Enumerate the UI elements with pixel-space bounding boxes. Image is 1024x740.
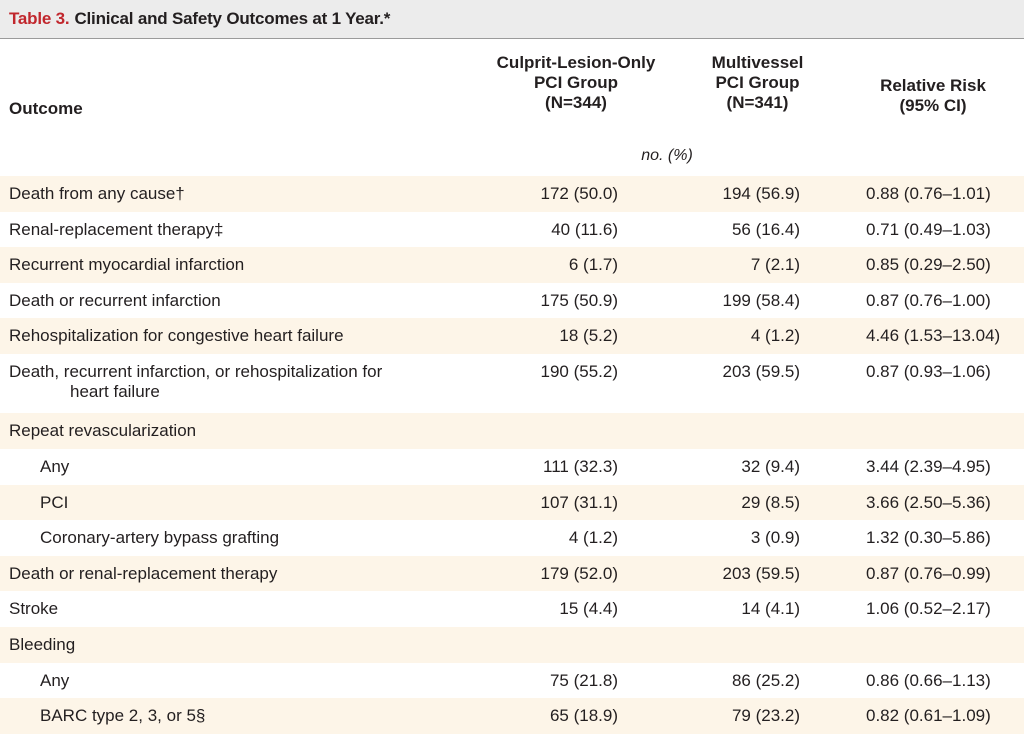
- table-row: [0, 663, 1024, 699]
- multivessel-value: 32 (9.4): [741, 457, 800, 477]
- table-title-bar: [0, 0, 1024, 39]
- header-outcome: Outcome: [9, 99, 83, 118]
- table-title: Clinical and Safety Outcomes at 1 Year.*: [74, 9, 391, 28]
- multivessel-value: 4 (1.2): [750, 326, 800, 346]
- multivessel-value: 86 (25.2): [731, 670, 800, 690]
- multivessel-value: 199 (58.4): [722, 290, 800, 310]
- row-label: Coronary-artery bypass grafting: [40, 528, 280, 548]
- row-label: Any: [40, 670, 70, 690]
- row-label: Death or renal-replacement therapy: [9, 563, 278, 583]
- relative-risk-value: 0.87 (0.76–0.99): [866, 563, 991, 583]
- row-label: Rehospitalization for congestive heart failure: [9, 326, 344, 346]
- culprit-value: 15 (4.4): [559, 599, 618, 619]
- row-label: Death or recurrent infarction: [9, 290, 221, 310]
- multivessel-value: 203 (59.5): [722, 563, 800, 583]
- header-multivessel: Multivessel PCI Group (N=341): [711, 53, 804, 112]
- culprit-value: 190 (55.2): [540, 361, 618, 381]
- row-label: [9, 362, 459, 402]
- multivessel-value: 56 (16.4): [731, 219, 800, 239]
- culprit-value: 4 (1.2): [568, 528, 618, 548]
- relative-risk-value: 1.32 (0.30–5.86): [866, 528, 991, 548]
- relative-risk-value: 0.85 (0.29–2.50): [866, 255, 991, 275]
- table-row: [0, 698, 1024, 734]
- header-culprit-lesion-only: Culprit-Lesion-Only PCI Group (N=344): [496, 53, 656, 112]
- row-label: Repeat revascularization: [9, 421, 197, 441]
- culprit-value: 179 (52.0): [540, 563, 618, 583]
- table-row: [0, 591, 1024, 627]
- culprit-value: 175 (50.9): [540, 290, 618, 310]
- row-label-line2: heart failure: [70, 381, 160, 401]
- row-label: PCI: [40, 492, 69, 512]
- culprit-value: 75 (21.8): [549, 670, 618, 690]
- table-row: [0, 318, 1024, 354]
- header-relative-risk: Relative Risk (95% CI): [880, 76, 986, 115]
- row-label: Death from any cause†: [9, 184, 185, 203]
- relative-risk-value: 4.46 (1.53–13.04): [866, 326, 1001, 346]
- relative-risk-value: 0.87 (0.93–1.06): [866, 361, 991, 381]
- multivessel-value: 194 (56.9): [722, 184, 800, 203]
- relative-risk-value: 0.88 (0.76–1.01): [866, 184, 991, 203]
- multivessel-value: 79 (23.2): [731, 706, 800, 726]
- multivessel-value: 29 (8.5): [741, 492, 800, 512]
- table-body: [0, 176, 1024, 734]
- table-row: [0, 247, 1024, 283]
- culprit-value: 40 (11.6): [551, 219, 618, 239]
- multivessel-value: 203 (59.5): [722, 361, 800, 381]
- table-row: [0, 354, 1024, 414]
- table-row: [0, 212, 1024, 248]
- culprit-value: 65 (18.9): [549, 706, 618, 726]
- relative-risk-value: 0.82 (0.61–1.09): [866, 706, 991, 726]
- relative-risk-value: 3.44 (2.39–4.95): [866, 457, 991, 477]
- multivessel-value: 7 (2.1): [750, 255, 800, 275]
- relative-risk-value: 0.87 (0.76–1.00): [866, 290, 991, 310]
- table-row: [0, 556, 1024, 592]
- culprit-value: 107 (31.1): [540, 492, 618, 512]
- culprit-value: 6 (1.7): [568, 255, 618, 275]
- table-row: [0, 449, 1024, 485]
- row-label-line1: Death, recurrent infarction, or rehospitalization for: [9, 361, 383, 381]
- row-label: Renal-replacement therapy‡: [9, 219, 224, 239]
- culprit-value: 111 (32.3): [543, 457, 618, 477]
- row-label: Bleeding: [9, 635, 76, 655]
- culprit-value: 172 (50.0): [540, 184, 618, 203]
- table-row: [0, 485, 1024, 521]
- row-label: Any: [40, 457, 70, 477]
- row-label: Recurrent myocardial infarction: [9, 255, 245, 275]
- row-label: Stroke: [9, 599, 59, 619]
- table-header: [0, 39, 1024, 176]
- table-label: Table 3.: [9, 9, 70, 28]
- culprit-value: 18 (5.2): [559, 326, 618, 346]
- relative-risk-value: 3.66 (2.50–5.36): [866, 492, 991, 512]
- relative-risk-value: 1.06 (0.52–2.17): [866, 599, 991, 619]
- relative-risk-value: 0.71 (0.49–1.03): [866, 219, 991, 239]
- table-row: [0, 627, 1024, 663]
- table-row: [0, 413, 1024, 449]
- relative-risk-value: 0.86 (0.66–1.13): [866, 670, 991, 690]
- table-row: [0, 176, 1024, 212]
- row-label: BARC type 2, 3, or 5§: [40, 706, 206, 726]
- table-row: [0, 520, 1024, 556]
- table-row: [0, 283, 1024, 319]
- multivessel-value: 14 (4.1): [741, 599, 800, 619]
- header-units: no. (%): [641, 147, 693, 164]
- multivessel-value: 3 (0.9): [750, 528, 800, 548]
